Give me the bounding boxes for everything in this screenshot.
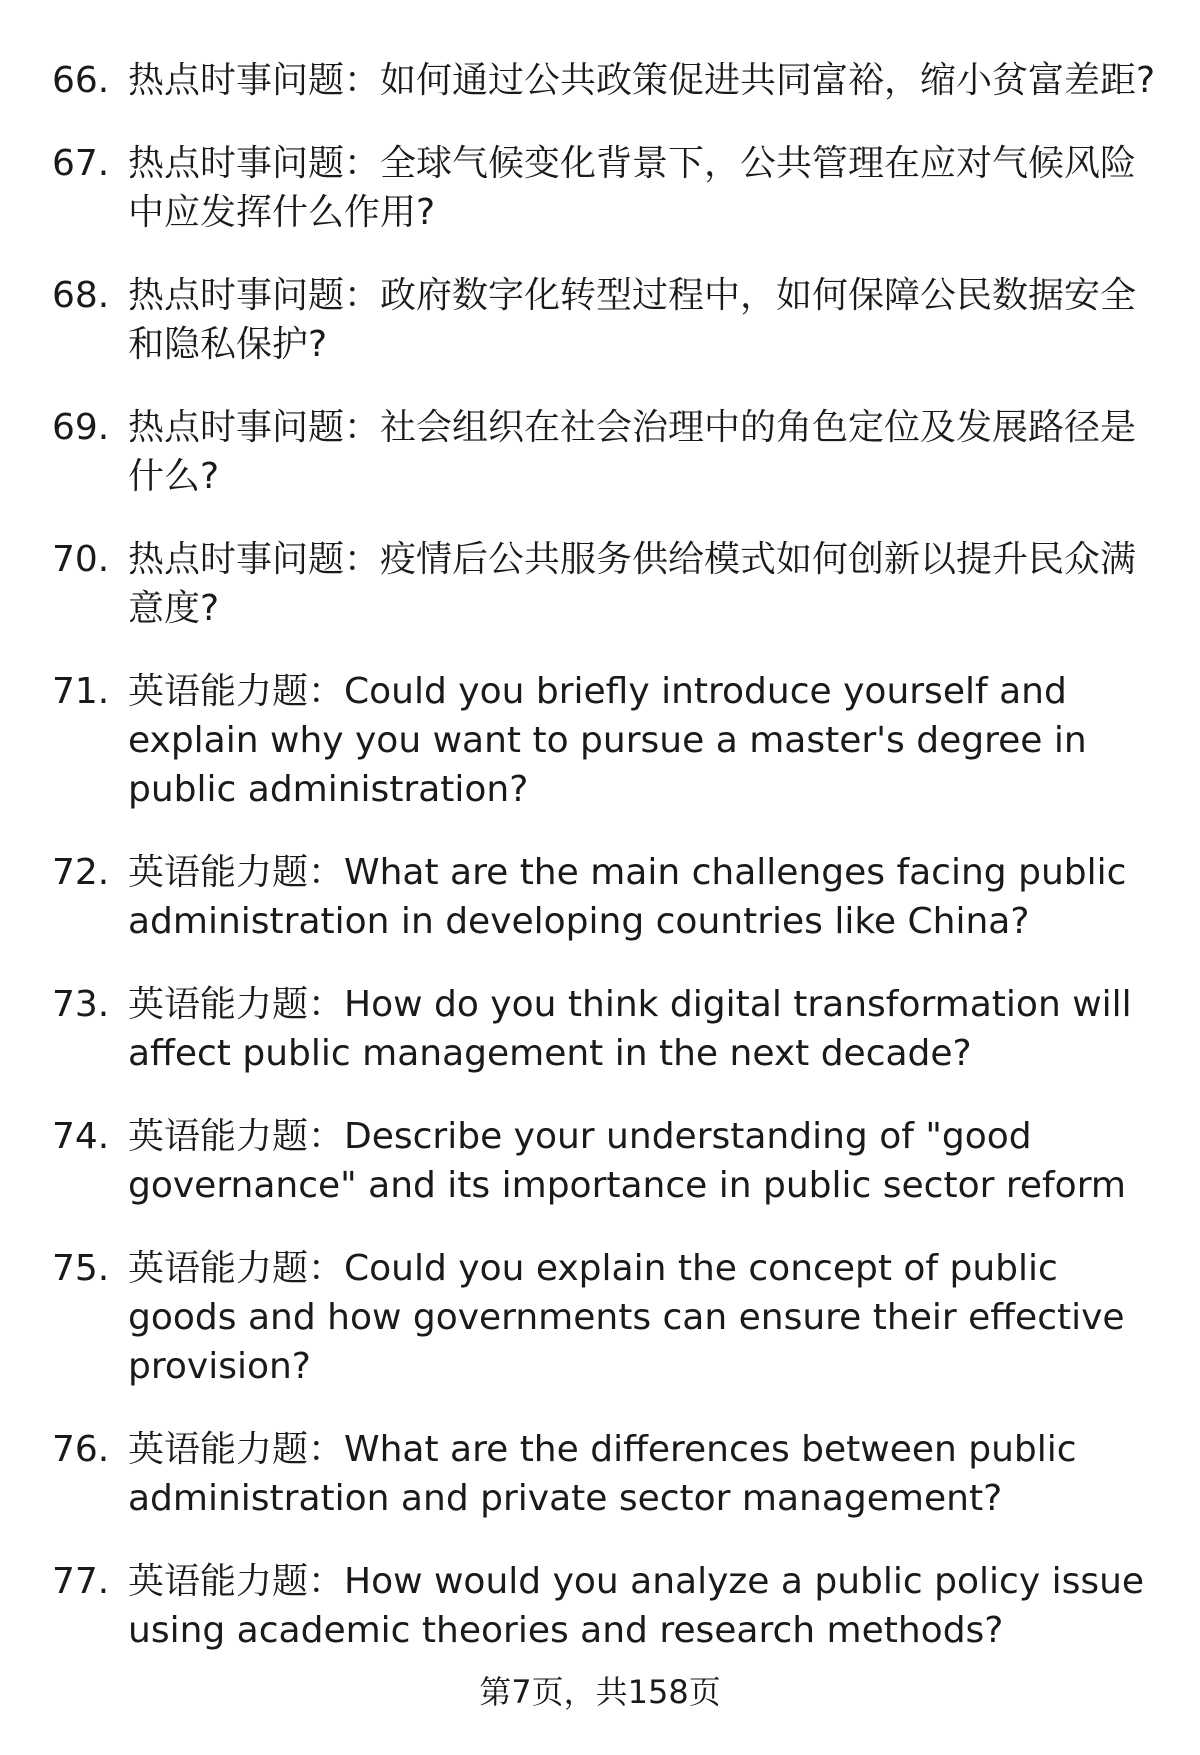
question-item [0, 271, 1200, 369]
question-number: 72. [52, 852, 110, 893]
question-text: 英语能力题：How do you think digital transformation will affect public management in the next decade? [128, 984, 1132, 1074]
question-list [0, 56, 1200, 1689]
question-text: 热点时事问题：社会组织在社会治理中的角色定位及发展路径是什么? [128, 407, 1137, 497]
question-number: 73. [52, 984, 110, 1025]
question-text: 英语能力题：What are the differences between public administration and private sector management? [128, 1429, 1077, 1519]
question-item [0, 56, 1200, 105]
question-item [0, 980, 1200, 1078]
question-number: 69. [52, 407, 110, 448]
question-item [0, 535, 1200, 633]
question-item [0, 139, 1200, 237]
question-text: 热点时事问题：疫情后公共服务供给模式如何创新以提升民众满意度? [128, 539, 1137, 629]
question-number: 75. [52, 1248, 110, 1289]
question-text: 英语能力题：What are the main challenges facing public administration in developing countries like China? [128, 852, 1127, 942]
question-number: 71. [52, 671, 110, 712]
question-text: 英语能力题：Could you briefly introduce yourself and explain why you want to pursue a master's degree in public administration? [128, 671, 1087, 810]
question-number: 68. [52, 275, 110, 316]
question-text: 热点时事问题：全球气候变化背景下，公共管理在应对气候风险中应发挥什么作用? [128, 143, 1137, 233]
question-text: 英语能力题：Could you explain the concept of public goods and how governments can ensure their effective provision? [128, 1248, 1125, 1387]
question-text: 热点时事问题：政府数字化转型过程中，如何保障公民数据安全和隐私保护? [128, 275, 1137, 365]
question-number: 67. [52, 143, 110, 184]
question-item [0, 1112, 1200, 1210]
question-text: 热点时事问题：如何通过公共政策促进共同富裕，缩小贫富差距? [128, 60, 1156, 101]
question-item [0, 1425, 1200, 1523]
question-item [0, 1557, 1200, 1655]
question-number: 74. [52, 1116, 110, 1157]
question-text: 英语能力题：Describe your understanding of "good governance" and its importance in public sector reform [128, 1116, 1126, 1206]
question-item [0, 848, 1200, 946]
question-number: 66. [52, 60, 110, 101]
question-item [0, 403, 1200, 501]
question-text: 英语能力题：How would you analyze a public policy issue using academic theories and research methods? [128, 1561, 1145, 1651]
question-item [0, 1244, 1200, 1391]
page-footer: 第7页，共158页 [479, 1673, 721, 1711]
question-number: 76. [52, 1429, 110, 1470]
question-number: 77. [52, 1561, 110, 1602]
question-number: 70. [52, 539, 110, 580]
question-item [0, 667, 1200, 814]
